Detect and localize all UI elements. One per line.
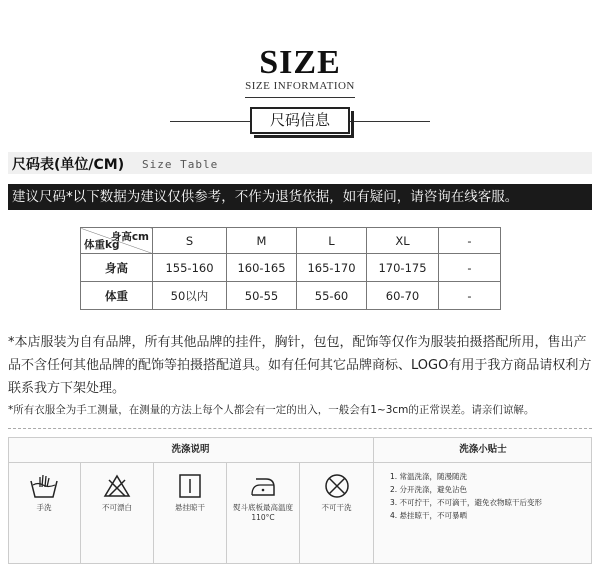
- size-info-title: 尺码信息: [250, 107, 350, 134]
- list-item: 2. 分开洗涤，避免沾色: [390, 485, 468, 494]
- care-item: [81, 463, 154, 564]
- corner-weight-label: 体重kg: [84, 239, 120, 251]
- column-header: S: [153, 228, 227, 254]
- table-cell: 155-160: [153, 254, 227, 282]
- table-cell: 170-175: [367, 254, 439, 282]
- table-corner-cell: [81, 228, 153, 254]
- care-label: 悬挂晾干: [175, 503, 205, 512]
- table-cell: 50-55: [227, 282, 297, 310]
- size-table-title-en: Size Table: [142, 158, 219, 171]
- size-table: [80, 227, 501, 310]
- row-header: 体重: [81, 282, 153, 310]
- table-cell: 60-70: [367, 282, 439, 310]
- table-cell: 55-60: [297, 282, 367, 310]
- iron-icon: [248, 473, 278, 503]
- no-dry-clean-icon: [322, 473, 352, 503]
- page-subtitle: SIZE INFORMATION: [245, 80, 355, 92]
- column-header: XL: [367, 228, 439, 254]
- care-label: 熨斗底板最高温度110°C: [233, 503, 293, 522]
- divider: [8, 428, 592, 429]
- page-title: SIZE: [259, 44, 341, 81]
- table-cell: 165-170: [297, 254, 367, 282]
- care-label: 手洗: [36, 503, 52, 512]
- column-header: -: [439, 228, 501, 254]
- care-item: [300, 463, 374, 564]
- table-cell: -: [439, 254, 501, 282]
- care-item: [154, 463, 227, 564]
- divider: [170, 121, 250, 122]
- corner-height-label: 身高cm: [110, 231, 149, 243]
- care-item: [8, 463, 81, 564]
- washing-instructions-header: 洗涤说明: [8, 437, 374, 463]
- measurement-note: *所有衣服全为手工测量，在测量的方法上每个人都会有一定的出入，一般会有1~3cm的正常误差。请亲们谅解。: [8, 404, 535, 416]
- table-cell: 50以内: [153, 282, 227, 310]
- no-bleach-icon: [102, 473, 132, 503]
- table-header-row: [81, 228, 501, 254]
- size-table-title: 尺码表(单位/CM): [12, 157, 125, 173]
- list-item: 3. 不可拧干，不可滴干，避免衣物晾干后变形: [390, 498, 543, 507]
- table-cell: -: [439, 282, 501, 310]
- care-item: [227, 463, 300, 564]
- table-row: [81, 282, 501, 310]
- list-item: 1. 常温洗涤，随漫随洗: [390, 472, 468, 481]
- care-label: 不可漂白: [102, 503, 132, 512]
- washing-tips-list: [390, 470, 590, 522]
- divider: [350, 121, 430, 122]
- row-header: 身高: [81, 254, 153, 282]
- brand-disclaimer-note: *本店服装为自有品牌，所有其他品牌的挂件，胸针，包包，配饰等仅作为服装拍摄搭配所用，售出产品不含任何其他品牌的配饰等拍摄搭配道具。如有任何其它品牌商标、LOGO有用于我方商品请权利方联系我方下架处理。: [8, 335, 592, 396]
- divider: [245, 97, 355, 98]
- list-item: 4. 悬挂晾干，不可暴晒: [390, 511, 468, 520]
- hang-dry-icon: [175, 473, 205, 503]
- column-header: L: [297, 228, 367, 254]
- column-header: M: [227, 228, 297, 254]
- table-row: [81, 254, 501, 282]
- table-cell: 160-165: [227, 254, 297, 282]
- notice-bar: 建议尺码*以下数据为建议仅供参考，不作为退货依据，如有疑问，请咨询在线客服。: [8, 184, 592, 210]
- hand-wash-icon: [29, 473, 59, 503]
- washing-tips-header: 洗涤小贴士: [374, 437, 592, 463]
- care-label: 不可干洗: [321, 503, 352, 512]
